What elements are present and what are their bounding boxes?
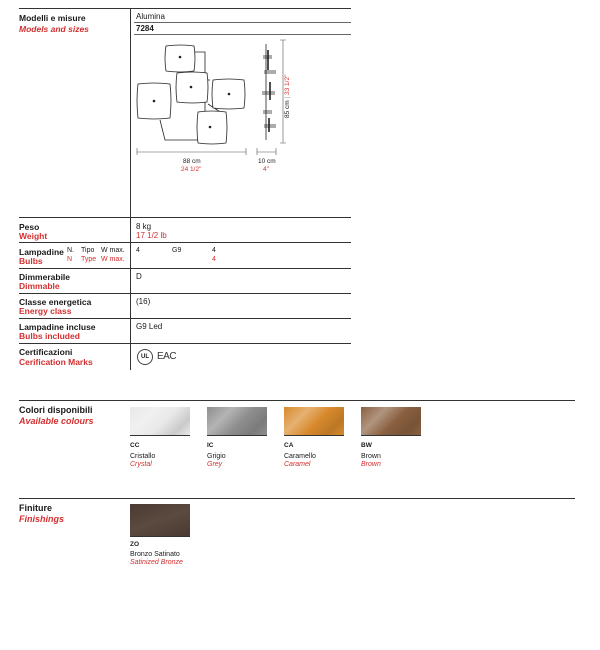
ul-mark-icon: UL	[137, 349, 153, 365]
bulbs-label: Lampadine	[19, 247, 64, 257]
weight-label-en: Weight	[19, 231, 48, 241]
cert-label-en: Cerification Marks	[19, 357, 93, 367]
diffuser-top	[165, 45, 195, 72]
colour-name-en: Grey	[207, 461, 223, 468]
diffuser-center	[176, 72, 208, 103]
model-code-rule	[134, 34, 351, 35]
colour-code: CC	[130, 442, 140, 449]
width-in: 24 1/2"	[181, 166, 202, 173]
colour-name: Brown	[361, 453, 381, 460]
energy-label: Classe energetica	[19, 297, 92, 307]
weight-value-en: 17 1/2 lb	[136, 231, 167, 240]
bulbs-h-w: W max.	[101, 247, 125, 254]
rule-weight	[19, 217, 351, 218]
dimmable-label: Dimmerabile	[19, 272, 71, 282]
bulbs-type: G9	[172, 247, 182, 254]
bulbs-h-n-en: N	[67, 256, 73, 263]
rule-energy	[19, 293, 351, 294]
model-code: 7284	[136, 24, 154, 33]
bulbs-w: 4	[212, 247, 216, 254]
colour-name-en: Caramel	[284, 461, 311, 468]
colour-code: CA	[284, 442, 294, 449]
weight-label: Peso	[19, 222, 40, 232]
height-cm: 85 cm	[284, 100, 291, 118]
colour-name-en: Crystal	[130, 461, 152, 468]
colour-name-en: Brown	[361, 461, 381, 468]
finishings-label: Finiture	[19, 503, 52, 513]
energy-value: (16)	[136, 297, 151, 306]
colours-label-en: Available colours	[19, 416, 94, 426]
rule-cert	[19, 343, 351, 344]
finish-name-en: Satinized Bronze	[130, 559, 183, 566]
diffuser-right	[212, 79, 245, 109]
included-label: Lampadine incluse	[19, 322, 96, 332]
finishings-label-en: Finishings	[19, 514, 64, 524]
included-label-en: Bulbs included	[19, 331, 80, 341]
colour-code: IC	[207, 442, 214, 449]
dimmable-value: D	[136, 272, 142, 281]
eac-mark-icon: EAC	[157, 351, 177, 362]
colour-code: BW	[361, 442, 372, 449]
dimmable-label-en: Dimmable	[19, 281, 60, 291]
height-in: 33 1/2"	[284, 74, 291, 95]
colours-label: Colori disponibili	[19, 405, 93, 415]
energy-label-en: Energy class	[19, 306, 72, 316]
bulbs-w-en: 4	[212, 256, 216, 263]
diffuser-left	[137, 83, 171, 119]
colour-swatch-bw	[361, 407, 421, 436]
depth-cm: 10 cm	[258, 158, 276, 165]
rule-bulbs	[19, 242, 351, 243]
colour-name: Caramello	[284, 453, 316, 460]
model-name-rule	[134, 22, 351, 23]
bulbs-n: 4	[136, 247, 140, 254]
rule-included	[19, 318, 351, 319]
bulbs-h-n: N.	[67, 247, 74, 254]
width-cm: 88 cm	[183, 158, 201, 165]
column-divider	[130, 8, 131, 370]
colour-swatch-ca	[284, 407, 344, 436]
bulbs-label-en: Bulbs	[19, 256, 43, 266]
rule-colours	[19, 400, 575, 401]
height-label: 85 cm | 33 1/2"	[284, 74, 291, 118]
finish-swatch-zo	[130, 504, 190, 537]
cert-label: Certificazioni	[19, 347, 73, 357]
bulbs-h-tipo-en: Type	[81, 256, 97, 263]
colour-swatch-ic	[207, 407, 267, 436]
models-label-en: Models and sizes	[19, 24, 89, 34]
colour-name: Grigio	[207, 453, 226, 460]
top-rule	[19, 8, 351, 9]
depth-in: 4"	[263, 166, 269, 173]
colour-swatch-cc	[130, 407, 190, 436]
bulbs-h-tipo: Tipo	[81, 247, 95, 254]
finish-code: ZO	[130, 541, 140, 548]
bulbs-h-w-en: W max.	[101, 256, 125, 263]
colour-name: Cristallo	[130, 453, 156, 460]
finish-name: Bronzo Satinato	[130, 551, 180, 558]
diffuser-bottom	[197, 111, 227, 144]
included-value: G9 Led	[136, 322, 163, 331]
rule-dimmable	[19, 268, 351, 269]
models-label: Modelli e misure	[19, 13, 86, 23]
rule-finishings	[19, 498, 575, 499]
model-name: Alumina	[136, 12, 165, 21]
weight-value: 8 kg	[136, 222, 152, 231]
